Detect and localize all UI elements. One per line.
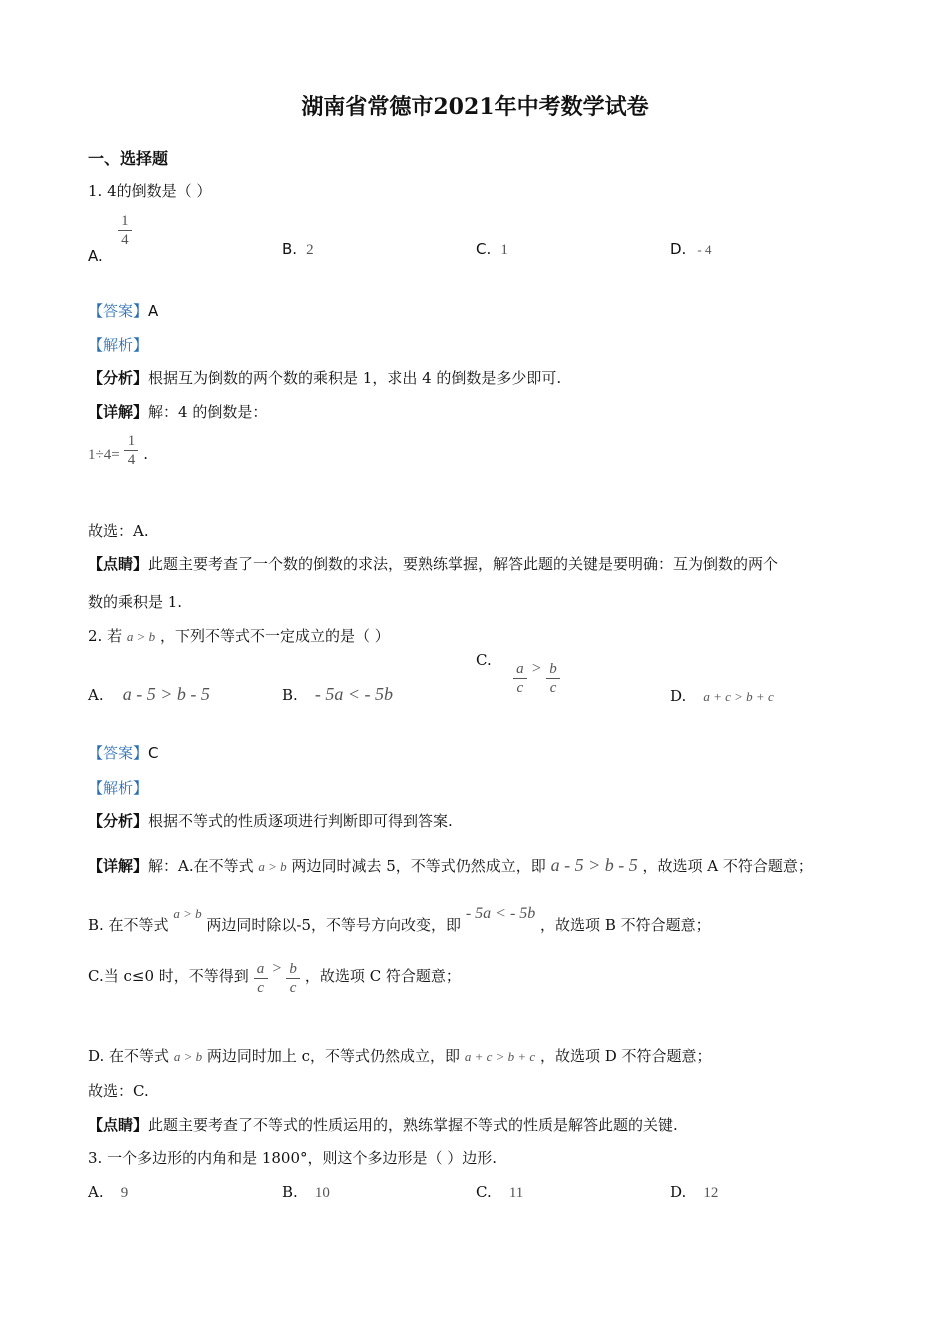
dianjing-tag: 【点睛】: [88, 1116, 149, 1134]
q1-equation: [88, 432, 148, 469]
q2-detail-d: [88, 1045, 712, 1066]
option-label: C.: [476, 240, 492, 258]
option-label: A.: [88, 247, 103, 265]
q1-option-d: [670, 239, 712, 258]
detail-math: - 5a < - 5b: [465, 905, 536, 922]
q2-guxuan: 故选：C.: [88, 1082, 149, 1100]
option-label: D.: [670, 687, 687, 705]
numerator: b: [289, 961, 297, 977]
answer-tag: 【答案】: [88, 302, 149, 320]
q1-option-b: [282, 239, 314, 259]
fraction: [118, 212, 132, 249]
numerator: a: [256, 961, 265, 977]
option-expr: - 5a < - 5b: [314, 684, 394, 704]
detail-text: 两边同时除以-5，不等号方向改变，即: [206, 916, 462, 934]
q1-dianjing-cont: 数的乘积是 1.: [88, 593, 183, 611]
option-expr: a - 5 > b - 5: [122, 684, 210, 704]
section-heading: 一、选择题: [88, 149, 169, 168]
option-value: 11: [508, 1185, 524, 1201]
denominator: 4: [127, 452, 136, 468]
fraction: [124, 432, 138, 469]
denominator: 4: [121, 232, 129, 248]
q3-option-b: [282, 1182, 330, 1202]
q3-stem: 3. 一个多边形的内角和是 1800°，则这个多边形是（ ）边形.: [88, 1149, 498, 1167]
q2-option-b: [282, 684, 393, 705]
denominator: c: [549, 680, 557, 696]
detail-text: ，故选项 D 不符合题意；: [539, 1047, 712, 1065]
q2-option-a: [88, 684, 210, 705]
fenxi-text: 根据不等式的性质逐项进行判断即可得到答案.: [148, 812, 453, 830]
fenxi-text: 根据互为倒数的两个数的乘积是 1，求出 4 的倒数是多少即可.: [148, 369, 562, 387]
q2-option-d: [670, 686, 774, 705]
detail-text: B. 在不等式: [88, 916, 169, 934]
fraction: [286, 960, 300, 997]
option-label: B.: [282, 686, 298, 704]
detail-math: a - 5 > b - 5: [550, 855, 638, 875]
eq-end: .: [143, 444, 149, 463]
detail-math: a > b: [173, 906, 202, 921]
option-expr: a + c > b + c: [703, 689, 774, 704]
q1-dianjing: [88, 553, 778, 574]
q2-option-c: [476, 651, 560, 697]
detail-text: C.当 c≤0 时，不等得到: [88, 966, 249, 985]
q3-option-a: [88, 1182, 128, 1202]
greater-than: >: [272, 959, 282, 977]
option-label: D.: [670, 1183, 687, 1201]
numerator: 1: [127, 433, 136, 449]
option-label: D.: [670, 240, 687, 258]
detail-text: 两边同时加上 c，不等式仍然成立，即: [206, 1047, 461, 1065]
fraction: [546, 660, 560, 697]
stem-math: a > b: [126, 629, 156, 644]
page-title: 湖南省常德市2021年中考数学试卷: [301, 94, 649, 120]
q3-option-d: [670, 1182, 718, 1202]
numerator: b: [549, 661, 557, 677]
denominator: c: [289, 980, 297, 996]
detail-text: ，故选项 A 不符合题意；: [642, 857, 813, 875]
q2-detail-b: [88, 905, 711, 935]
q1-guxuan: 故选：A.: [88, 522, 149, 540]
stem-prefix: 2. 若: [88, 627, 123, 645]
q1-option-a: [88, 212, 132, 265]
option-value: 1: [500, 242, 508, 258]
detail-math: a > b: [173, 1049, 203, 1064]
numerator: 1: [121, 213, 129, 229]
detail-text: ，故选项 B 不符合题意；: [540, 916, 711, 934]
xiangjie-tag: 【详解】: [88, 403, 149, 421]
detail-text: ，故选项 C 符合题意；: [304, 966, 461, 985]
greater-than: >: [531, 660, 541, 677]
q2-fenxi: [88, 810, 453, 831]
q1-xiangjie: [88, 401, 267, 422]
option-label: B.: [282, 1183, 298, 1201]
eq-left: 1÷4=: [88, 446, 120, 463]
denominator: c: [257, 980, 264, 996]
dianjing-text: 此题主要考查了不等式的性质运用的，熟练掌握不等式的性质是解答此题的关键.: [148, 1116, 678, 1134]
fenxi-tag: 【分析】: [88, 812, 149, 830]
answer-tag: 【答案】: [88, 744, 149, 762]
q1-stem: 1. 4的倒数是（ ）: [88, 182, 212, 200]
q2-answer: [88, 742, 159, 763]
numerator: a: [516, 661, 524, 677]
q2-analysis-tag: 【解析】: [88, 779, 149, 797]
q2-stem: [88, 625, 390, 646]
fraction: [513, 660, 527, 697]
detail-text: D. 在不等式: [88, 1047, 170, 1065]
option-value: 12: [703, 1185, 719, 1201]
denominator: c: [516, 680, 524, 696]
option-value: 2: [306, 242, 314, 258]
option-value: 9: [120, 1185, 129, 1201]
q2-detail-c: [88, 960, 461, 997]
stem-suffix: ，下列不等式不一定成立的是（ ）: [159, 627, 390, 645]
fenxi-tag: 【分析】: [88, 369, 149, 387]
option-label: C.: [476, 651, 492, 669]
option-label: B.: [282, 240, 298, 258]
answer-value: A: [148, 302, 159, 320]
detail-math: a + c > b + c: [464, 1049, 536, 1064]
option-label: A.: [88, 686, 104, 704]
detail-text: 两边同时减去 5，不等式仍然成立，即: [291, 857, 546, 875]
q1-analysis-tag: 【解析】: [88, 336, 149, 354]
option-label: C.: [476, 1183, 492, 1201]
detail-text: 解：A.在不等式: [148, 857, 254, 875]
q1-answer: [88, 300, 158, 321]
xiangjie-text: 解：4 的倒数是：: [148, 403, 268, 421]
xiangjie-tag: 【详解】: [88, 857, 149, 875]
q1-option-c: [476, 239, 508, 259]
dianjing-tag: 【点睛】: [88, 555, 149, 573]
answer-value: C: [148, 744, 159, 762]
fraction: [254, 960, 268, 997]
q3-option-c: [476, 1182, 523, 1202]
detail-math: a > b: [258, 859, 287, 874]
dianjing-text: 此题主要考查了一个数的倒数的求法，要熟练掌握，解答此题的关键是要明确：互为倒数的两个: [148, 555, 779, 573]
q2-dianjing: [88, 1114, 678, 1135]
q2-detail-a: [88, 855, 813, 876]
option-value: 10: [314, 1185, 330, 1201]
option-value: - 4: [697, 242, 712, 257]
option-label: A.: [88, 1183, 104, 1201]
q1-fenxi: [88, 367, 561, 388]
